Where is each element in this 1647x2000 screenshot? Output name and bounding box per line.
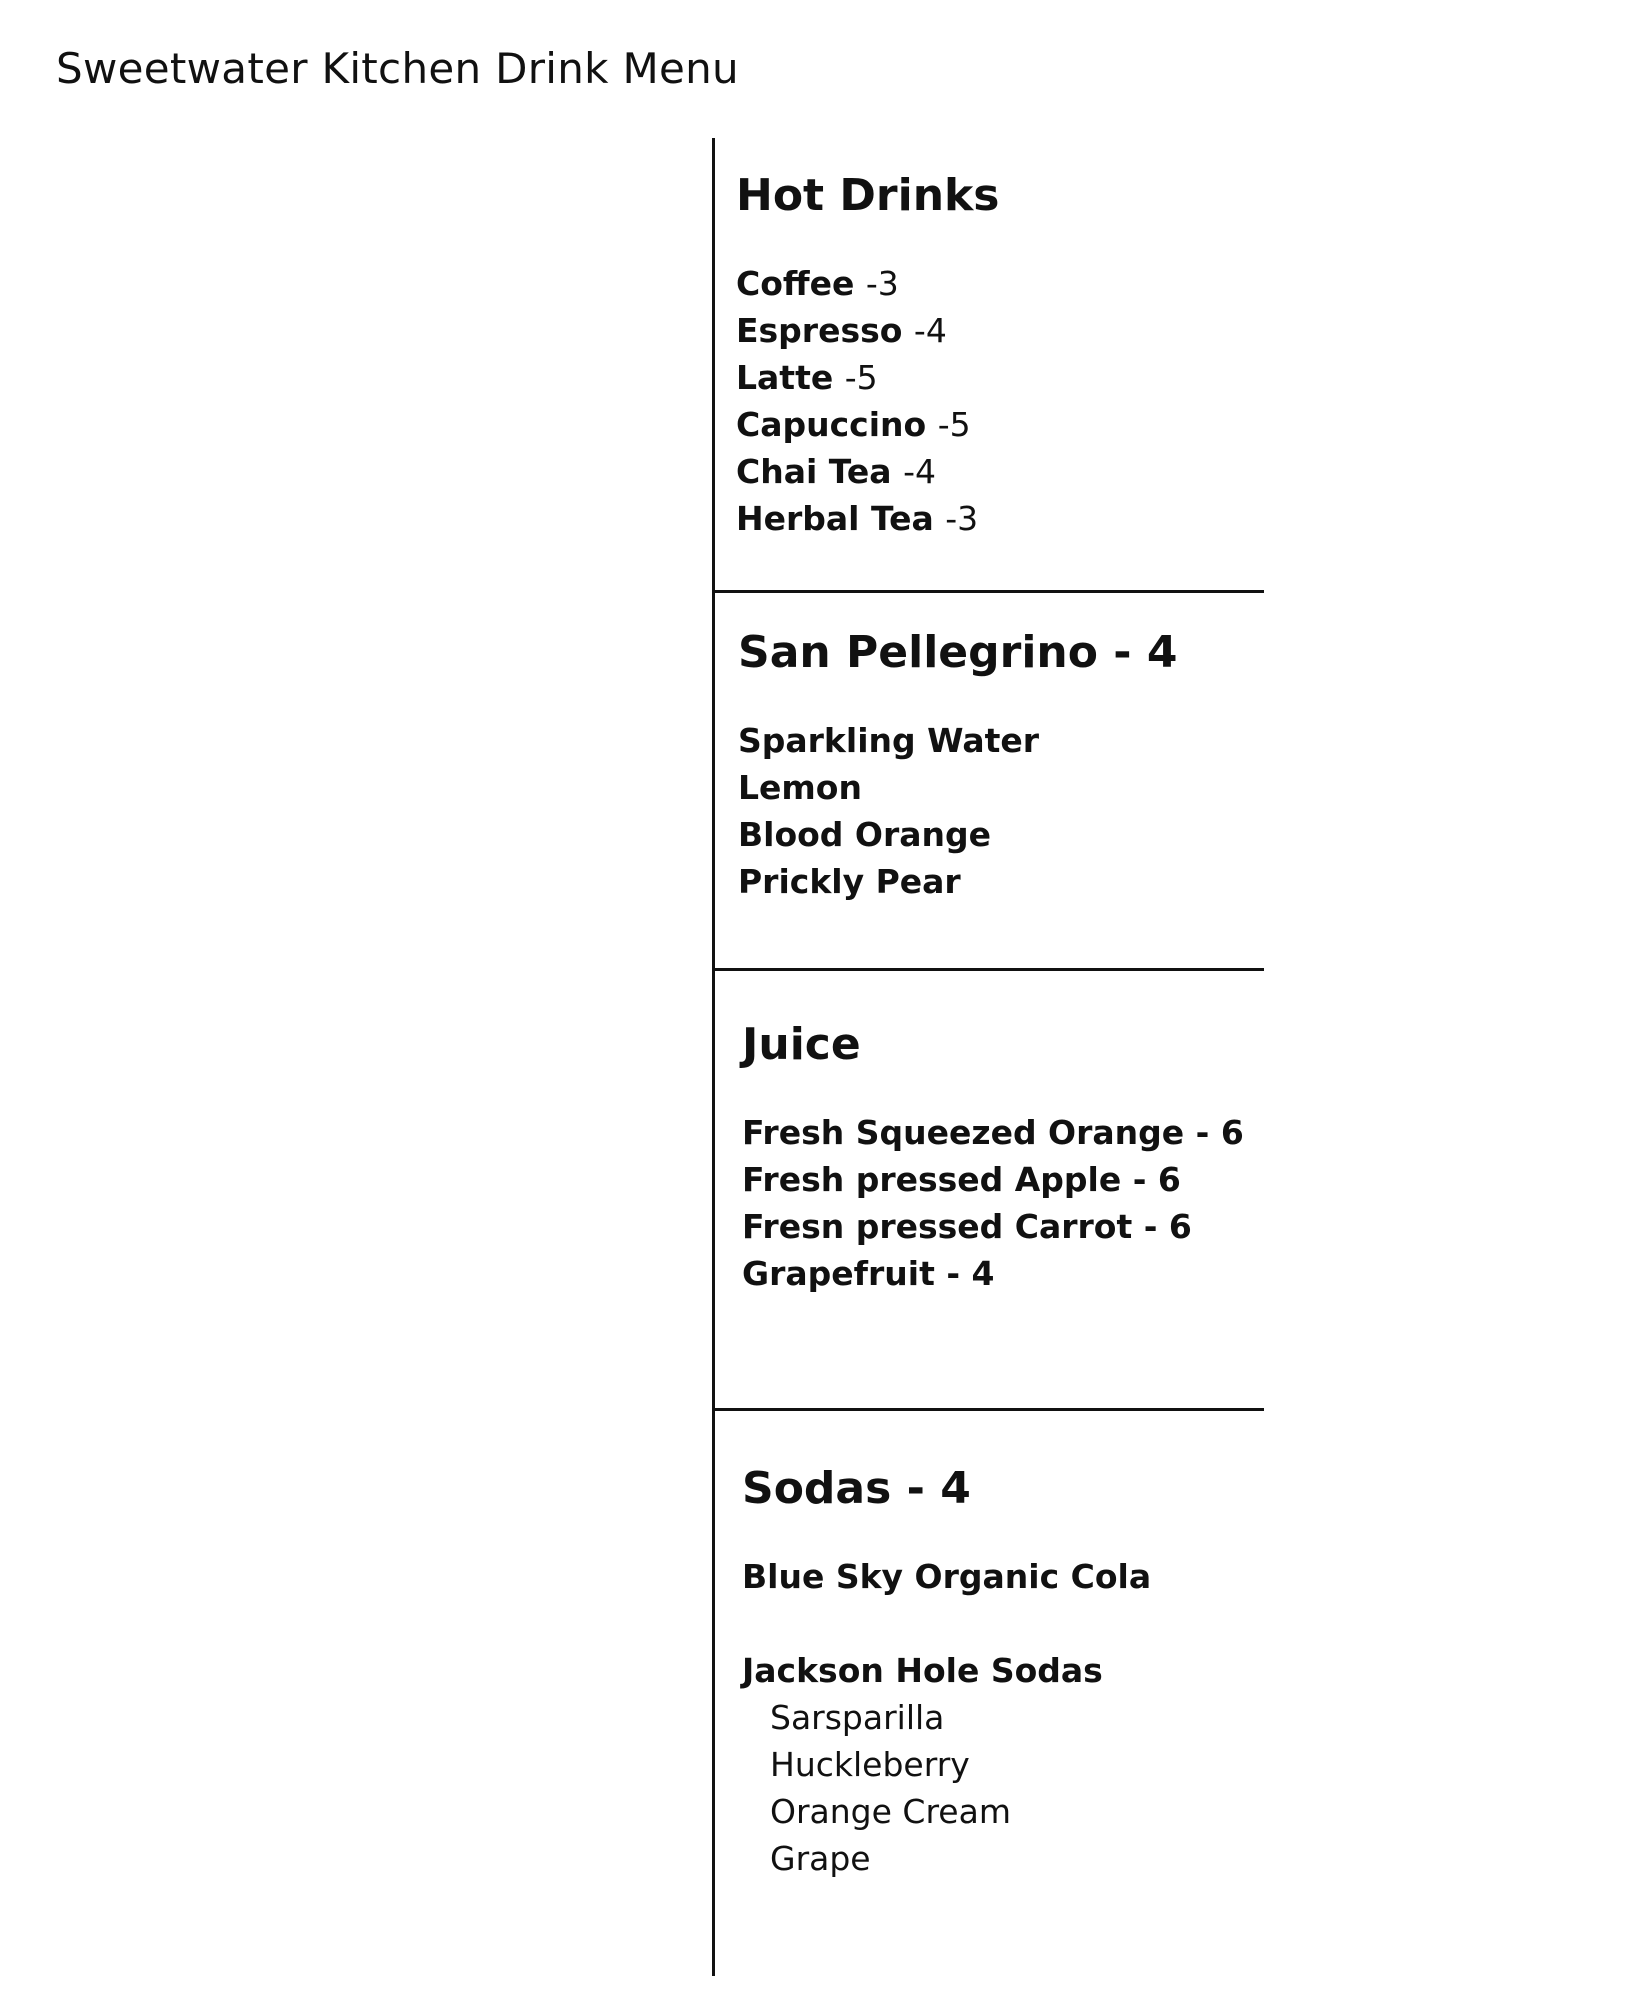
vertical-divider (712, 138, 715, 1976)
list-item: Prickly Pear (738, 862, 961, 902)
list-item: Huckleberry (770, 1745, 970, 1785)
soda-group-heading: Jackson Hole Sodas (742, 1651, 1103, 1691)
section-hot-drinks (736, 172, 999, 542)
list-item: Sarsparilla (770, 1698, 945, 1738)
juice-list (742, 1109, 1244, 1297)
item-price: -4 (903, 452, 936, 492)
section-heading-juice: Juice (742, 1019, 861, 1070)
item-price: -5 (937, 405, 971, 445)
list-item: Orange Cream (770, 1792, 1011, 1832)
list-item: Lemon (738, 768, 862, 808)
section-juice (742, 1021, 1244, 1297)
divider-san-pellegrino (712, 968, 1264, 971)
section-heading-hot-drinks: Hot Drinks (736, 170, 1000, 221)
list-item (736, 401, 999, 448)
list-item: Blue Sky Organic Cola (742, 1557, 1152, 1597)
sodas-list (742, 1553, 1151, 1882)
item-price: -3 (865, 264, 899, 304)
item-name: Capuccino (736, 405, 927, 445)
item-name: Latte (736, 358, 834, 398)
list-item (736, 495, 999, 542)
hot-drinks-list (736, 260, 999, 542)
item-price: -3 (945, 499, 979, 539)
divider-juice (712, 1408, 1264, 1411)
list-item: Grape (770, 1839, 871, 1879)
item-name: Chai Tea (736, 452, 892, 492)
item-price: -4 (913, 311, 947, 351)
list-item (736, 448, 999, 495)
list-item: Fresn pressed Carrot - 6 (742, 1207, 1192, 1247)
san-pellegrino-list (738, 717, 1177, 905)
list-item: Grapefruit - 4 (742, 1254, 995, 1294)
list-item (736, 354, 999, 401)
list-item: Fresh Squeezed Orange - 6 (742, 1113, 1244, 1153)
item-price: -5 (844, 358, 878, 398)
list-item: Sparkling Water (738, 721, 1040, 761)
list-item: Blood Orange (738, 815, 992, 855)
section-heading-san-pellegrino: San Pellegrino - 4 (738, 627, 1178, 678)
list-item (736, 260, 999, 307)
divider-hot-drinks (712, 590, 1264, 593)
section-heading-sodas: Sodas - 4 (742, 1463, 971, 1514)
list-item: Fresh pressed Apple - 6 (742, 1160, 1181, 1200)
section-sodas (742, 1465, 1151, 1882)
list-item (736, 307, 999, 354)
item-name: Espresso (736, 311, 903, 351)
page-title: Sweetwater Kitchen Drink Menu (56, 44, 739, 93)
section-san-pellegrino (738, 629, 1177, 905)
item-name: Herbal Tea (736, 499, 934, 539)
item-name: Coffee (736, 264, 855, 304)
